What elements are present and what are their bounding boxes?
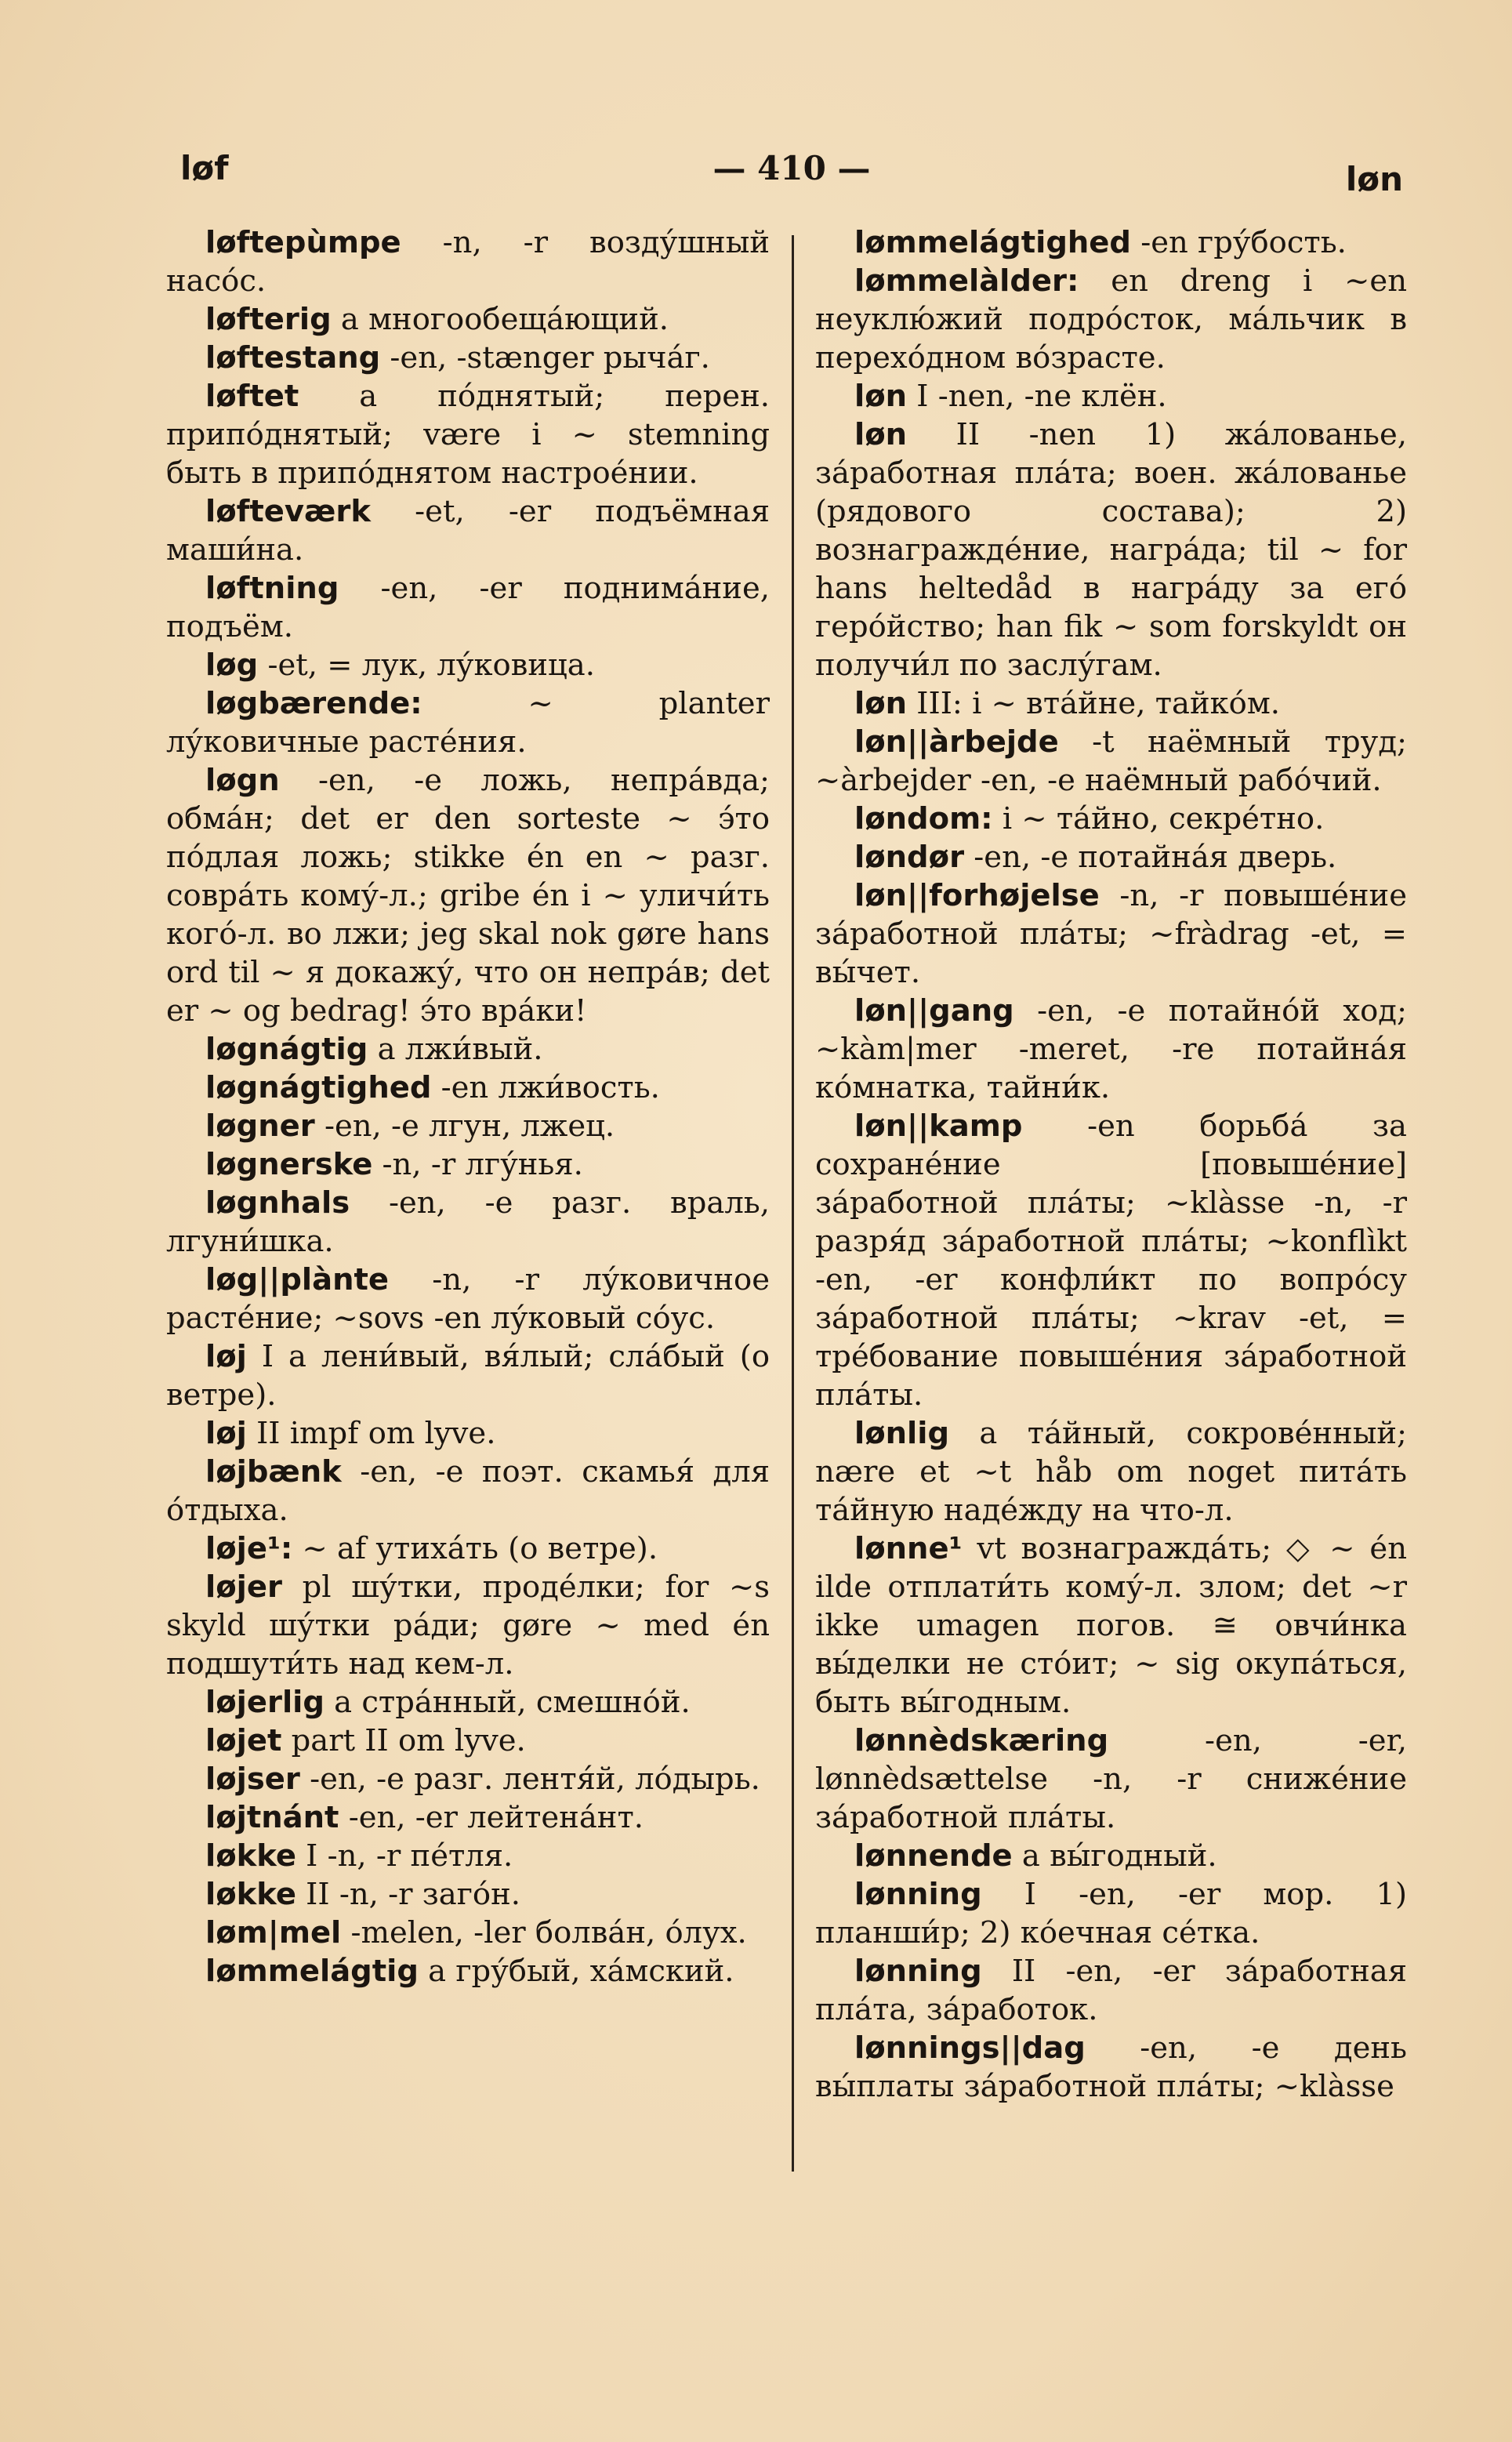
entry-headword: løjser <box>205 1762 300 1797</box>
dictionary-entry <box>166 1568 770 1683</box>
dictionary-entry <box>166 300 770 339</box>
entry-definition: -t наёмный труд; ~àrbejder -en, -e наёмный рабо́чий. <box>815 724 1407 798</box>
entry-definition: a многообеща́ющий. <box>331 302 669 337</box>
entry-headword: lønnende <box>854 1838 1013 1874</box>
dictionary-entry <box>815 377 1407 415</box>
dictionary-entry <box>166 339 770 377</box>
entry-headword: løn||àrbejde <box>854 724 1059 760</box>
entry-definition: -melen, -ler болва́н, о́лух. <box>341 1915 747 1950</box>
entry-headword: løjet <box>205 1723 282 1758</box>
entry-headword: lønnings||dag <box>854 2030 1086 2066</box>
right-guide-word: løn <box>1345 160 1403 198</box>
entry-headword: løndør <box>854 840 965 875</box>
left-guide-word: løf <box>180 149 229 187</box>
entry-headword: løj <box>205 1416 247 1451</box>
entry-definition: -en, -e поэт. скамья́ для о́тдыха. <box>166 1454 770 1528</box>
entry-headword: lønning <box>854 1877 982 1912</box>
entry-headword: lønne¹ <box>854 1531 963 1566</box>
entry-headword: løg <box>205 648 259 683</box>
entry-definition: -n, -r повыше́ние за́работной пла́ты; ~fràdrag -et, = вы́чет. <box>815 878 1407 990</box>
entry-definition: en dreng i ~en неуклю́жий подро́сток, ма́льчик в перехо́дном во́зрасте. <box>815 263 1407 376</box>
entry-definition: -n, -r лу́ковичное расте́ние; ~sovs -en лу́ковый со́ус. <box>166 1262 770 1336</box>
page-header <box>180 149 1403 204</box>
entry-headword: løfteværk <box>205 494 371 529</box>
entry-definition: ~ planter лу́ковичные расте́ния. <box>166 686 770 760</box>
dictionary-entry <box>815 723 1407 800</box>
dictionary-entry <box>815 876 1407 992</box>
entry-headword: løje¹: <box>205 1531 293 1566</box>
entry-headword: løfterig <box>205 302 332 337</box>
entry-headword: løkke <box>205 1838 296 1874</box>
entry-definition: i ~ та́йно, секре́тно. <box>992 801 1325 836</box>
entry-definition: a та́йный, сокрове́нный; nære et ~t håb om noget пита́ть та́йную наде́жду на что-л. <box>815 1416 1407 1528</box>
entry-definition: -en, -e ложь, непра́вда; обма́н; det er den sorteste ~ э́то по́длая ложь; stikke én en ~ разг. совра́ть кому́-л.; gribe én i ~ уличи́ть кого́-л. во лжи; jeg skal nok gøre hans ord til ~ я докажу́, что он непра́в; det er ~ og bedrag! э́то вра́ки! <box>166 763 770 1029</box>
entry-definition: II -en, -er за́работная пла́та, за́работок. <box>815 1954 1407 2027</box>
dictionary-entry <box>166 1722 770 1760</box>
entry-headword: lønlig <box>854 1416 950 1451</box>
entry-definition: I -en, -er мор. 1) планши́р; 2) ко́ечная се́тка. <box>815 1877 1407 1950</box>
entry-headword: løftepùmpe <box>205 225 401 260</box>
dictionary-entry <box>166 1875 770 1914</box>
dictionary-entry <box>815 1837 1407 1875</box>
dictionary-entry <box>166 646 770 684</box>
entry-headword: løn <box>854 686 908 721</box>
dictionary-entry <box>166 1837 770 1875</box>
dictionary-entry <box>166 569 770 646</box>
entry-definition: a гру́бый, ха́мский. <box>418 1954 734 1989</box>
entry-headword: løjbænk <box>205 1454 342 1490</box>
entry-headword: løn <box>854 417 908 452</box>
right-column <box>815 223 1407 2207</box>
entry-definition: -en, -e потайна́я дверь. <box>964 840 1337 875</box>
entry-headword: løgn <box>205 763 280 798</box>
entry-headword: løgner <box>205 1109 315 1144</box>
entry-headword: løjerlig <box>205 1685 325 1720</box>
dictionary-entry <box>166 1798 770 1837</box>
entry-headword: løftestang <box>205 340 381 376</box>
entry-definition: pl шу́тки, проде́лки; for ~s skyld шу́тки ра́ди; gøre ~ med én подшути́ть над кем-л. <box>166 1569 770 1682</box>
entry-headword: løn||forhøjelse <box>854 878 1100 913</box>
dictionary-entry <box>815 2029 1407 2106</box>
dictionary-entry <box>166 1261 770 1337</box>
entry-definition: -n, -r лгу́нья. <box>372 1147 583 1182</box>
dictionary-entry <box>815 262 1407 377</box>
dictionary-entry <box>166 684 770 761</box>
entry-headword: løftet <box>205 379 299 414</box>
entry-headword: løn||kamp <box>854 1109 1023 1144</box>
entry-definition: -en, -er, lønnèdsættelse -n, -r сниже́ние за́работной пла́ты. <box>815 1723 1407 1835</box>
entry-definition: I -nen, -ne клён. <box>907 379 1167 414</box>
entry-headword: løjtnánt <box>205 1800 339 1835</box>
entry-definition: -en, -stænger рыча́г. <box>380 340 710 376</box>
dictionary-entry <box>815 1722 1407 1837</box>
entry-definition: -en лжи́вость. <box>431 1070 660 1105</box>
dictionary-entry <box>166 1030 770 1069</box>
entry-headword: løn||gang <box>854 993 1014 1029</box>
entry-definition: part II om lyve. <box>281 1723 526 1758</box>
dictionary-entry <box>166 1453 770 1529</box>
entry-definition: -en, -e лгун, лжец. <box>314 1109 615 1144</box>
dictionary-entry <box>815 223 1407 262</box>
entry-headword: løj <box>205 1339 247 1374</box>
entry-headword: lønnèdskæring <box>854 1723 1109 1758</box>
entry-headword: løgnágtig <box>205 1032 368 1067</box>
entry-definition: III: i ~ вта́йне, тайко́м. <box>907 686 1281 721</box>
entry-headword: lømmelágtighed <box>854 225 1131 260</box>
dictionary-entry <box>166 1760 770 1798</box>
dictionary-entry <box>815 1414 1407 1529</box>
entry-definition: -en, -e потайно́й ход; ~kàm|mer -meret, -re потайна́я ко́мнатка, тайни́к. <box>815 993 1407 1105</box>
entry-definition: -en, -e разг. враль, лгуни́шка. <box>166 1185 770 1259</box>
entry-definition: -en гру́бость. <box>1130 225 1347 260</box>
dictionary-entry <box>166 761 770 1030</box>
entry-definition: -et, = лук, лу́ковица. <box>258 648 595 683</box>
entry-headword: løgnágtighed <box>205 1070 432 1105</box>
dictionary-entry <box>815 684 1407 723</box>
dictionary-entry <box>815 1875 1407 1952</box>
dictionary-entry <box>166 1529 770 1568</box>
entry-definition: ~ af утиха́ть (о ветре). <box>292 1531 658 1566</box>
entry-definition: a вы́годный. <box>1012 1838 1217 1874</box>
entry-headword: lømmelágtig <box>205 1954 419 1989</box>
entry-definition: vt вознагражда́ть; ◇ ~ én ilde отплати́ть кому́-л. злом; det ~r ikke umagen погов. ≅ овчи́нка вы́делки не сто́ит; ~ sig окупа́ться, быть вы́годным. <box>815 1531 1407 1720</box>
dictionary-entry <box>815 800 1407 838</box>
entry-definition: II -n, -r заго́н. <box>296 1877 520 1912</box>
dictionary-entry <box>166 1145 770 1184</box>
dictionary-entry <box>166 1069 770 1107</box>
entry-headword: løndom: <box>854 801 993 836</box>
dictionary-entry <box>815 1952 1407 2029</box>
entry-definition: a стра́нный, смешно́й. <box>324 1685 691 1720</box>
dictionary-entry <box>815 1107 1407 1414</box>
column-divider <box>792 235 794 2172</box>
dictionary-entry <box>166 1914 770 1952</box>
dictionary-entry <box>166 1337 770 1414</box>
entry-definition: II impf om lyve. <box>246 1416 496 1451</box>
entry-definition: -en борьба́ за сохране́ние [повыше́ние] за́работной пла́ты; ~klàsse -n, -r разря́д за́работной пла́ты; ~konflìkt -en, -er конфли́кт по вопро́су за́работной пла́ты; ~krav -et, = тре́бование повыше́ния за́работной пла́ты. <box>815 1109 1407 1413</box>
dictionary-entry <box>166 1414 770 1453</box>
dictionary-entry <box>815 992 1407 1107</box>
entry-headword: løgnerske <box>205 1147 373 1182</box>
entry-definition: I a лени́вый, вя́лый; сла́бый (о ветре). <box>166 1339 770 1413</box>
entry-definition: -en, -er поднима́ние, подъём. <box>166 571 770 644</box>
entry-definition: I -n, -r пе́тля. <box>296 1838 513 1874</box>
dictionary-entry <box>166 377 770 492</box>
entry-definition: -en, -er лейтена́нт. <box>339 1800 644 1835</box>
entry-definition: a лжи́вый. <box>368 1032 543 1067</box>
dictionary-entry <box>815 838 1407 876</box>
dictionary-entry <box>815 1529 1407 1722</box>
entry-definition: -en, -e разг. лентя́й, ло́дырь. <box>299 1762 760 1797</box>
dictionary-entry <box>815 415 1407 684</box>
entry-headword: lønning <box>854 1954 982 1989</box>
entry-headword: løgbærende: <box>205 686 422 721</box>
dictionary-entry <box>166 223 770 300</box>
entry-headword: løftning <box>205 571 339 606</box>
left-column <box>166 223 770 2207</box>
entry-definition: -en, -e день вы́платы за́работной пла́ты; ~klàsse <box>815 2030 1407 2104</box>
entry-headword: løjer <box>205 1569 282 1605</box>
page-number: — 410 — <box>712 149 871 187</box>
dictionary-entry <box>166 1107 770 1145</box>
entry-definition: II -nen 1) жа́лованье, за́работная пла́та; воен. жа́лованье (рядового состава); 2) вознагражде́ние, награ́да; til ~ for hans heltedåd в награ́ду за его́ геро́йство; han fik ~ som forskyldt он получи́л по заслу́гам. <box>815 417 1407 683</box>
entry-definition: a по́днятый; перен. припо́днятый; være i ~ stemning быть в припо́днятом настрое́нии. <box>166 379 770 491</box>
entry-headword: løn <box>854 379 908 414</box>
entry-definition: -et, -er подъёмная маши́на. <box>166 494 770 568</box>
dictionary-entry <box>166 492 770 569</box>
dictionary-entry <box>166 1683 770 1722</box>
entry-headword: løkke <box>205 1877 296 1912</box>
dictionary-entry <box>166 1952 770 1990</box>
dictionary-entry <box>166 1184 770 1261</box>
entry-headword: løgnhals <box>205 1185 350 1221</box>
entry-definition: -n, -r возду́шный насо́с. <box>166 225 770 299</box>
entry-headword: løg||plànte <box>205 1262 389 1297</box>
entry-headword: løm|mel <box>205 1915 342 1950</box>
entry-headword: lømmelàlder: <box>854 263 1079 299</box>
